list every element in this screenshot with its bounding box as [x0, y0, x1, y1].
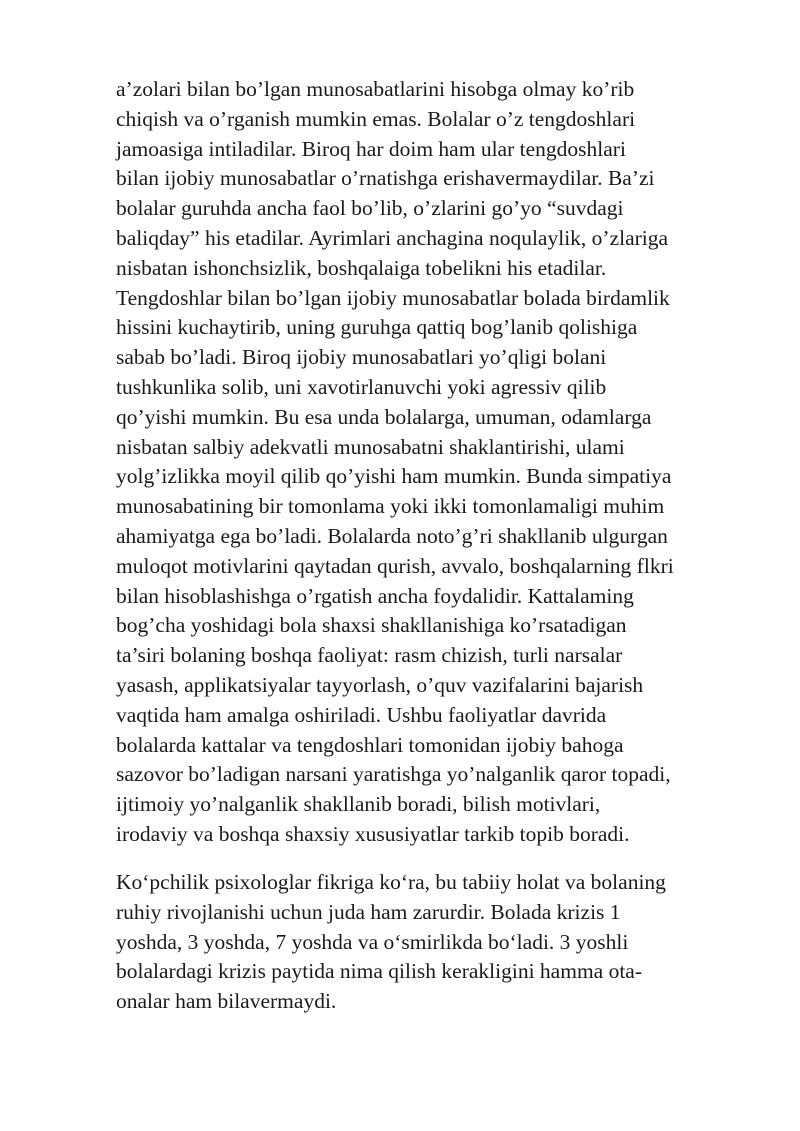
text-line: bilan hisoblashishga o’rgatish ancha foydalidir. Kattalaming [116, 583, 634, 608]
text-line: Tengdoshlar bilan bo’lgan ijobiy munosabatlar bolada birdamlik [116, 285, 670, 310]
text-line: irodaviy va boshqa shaxsiy xususiyatlar tarkib topib boradi. [116, 821, 630, 846]
text-line: yoshda, 3 yoshda, 7 yoshda va o‘smirlikda bo‘ladi. 3 yoshli [116, 929, 629, 954]
text-line: onalar ham bilavermaydi. [116, 989, 337, 1014]
text-line: hissini kuchaytirib, uning guruhga qattiq bog’lanib qolishiga [116, 315, 638, 340]
text-line: bolalardagi krizis paytida nima qilish kerakligini hamma ota- [116, 959, 643, 984]
text-line: ruhiy rivojlanishi uchun juda ham zarurdir. Bolada krizis 1 [116, 899, 621, 924]
text-line: yolg’izlikka moyil qilib qo’yishi ham mumkin. Bunda simpatiya [116, 464, 672, 489]
text-line: yasash, applikatsiyalar tayyorlash, o’quv vazifalarini bajarish [116, 672, 644, 697]
text-line: jamoasiga intiladilar. Biroq har doim ham ular tengdoshlari [116, 136, 626, 161]
text-line: tushkunlika solib, uni xavotirlanuvchi yoki agressiv qilib [116, 374, 607, 399]
text-line: bilan ijobiy munosabatlar o’rnatishga erishavermaydilar. Ba’zi [116, 166, 655, 191]
text-line: munosabatining bir tomonlama yoki ikki tomonlamaligi muhim [116, 494, 665, 519]
text-line: bolalar guruhda ancha faol bo’lib, o’zlarini go’yo “suvdagi [116, 196, 624, 221]
text-line: bog’cha yoshidagi bola shaxsi shakllanishiga ko’rsatadigan [116, 613, 627, 638]
text-line: Ko‘pchilik psixologlar fikriga ko‘ra, bu tabiiy holat va bolaning [116, 870, 666, 894]
text-line: ta’siri bolaning boshqa faoliyat: rasm chizish, turli narsalar [116, 643, 623, 668]
text-line: ijtimoiy yo’nalganlik shakllanib boradi, bilish motivlari, [116, 792, 601, 817]
text-line: nisbatan salbiy adekvatli munosabatni shaklantirishi, ulami [116, 434, 625, 459]
text-line: chiqish va o’rganish mumkin emas. Bolalar o’z tengdoshlari [116, 106, 636, 131]
text-line: nisbatan ishonchsizlik, boshqalaiga tobelikni his etadilar. [116, 255, 607, 280]
paragraph-1 [116, 75, 756, 850]
text-line: qo’yishi mumkin. Bu esa unda bolalarga, umuman, odamlarga [116, 404, 652, 429]
text-line: sabab bo’ladi. Biroq ijobiy munosabatlari yo’qligi bolani [116, 345, 607, 370]
paragraph-2 [116, 868, 756, 1017]
text-line: ahamiyatga ega bo’ladi. Bolalarda noto’g’ri shakllanib ulgurgan [116, 523, 668, 548]
text-line: vaqtida ham amalga oshiriladi. Ushbu faoliyatlar davrida [116, 702, 607, 727]
text-line: sazovor bo’ladigan narsani yaratishga yo’nalganlik qaror topadi, [116, 762, 671, 787]
text-line: baliqday” his etadilar. Ayrimlari anchagina noqulaylik, o’zlariga [116, 225, 669, 250]
text-line: muloqot motivlarini qaytadan qurish, avvalo, boshqalarning flkri [116, 553, 674, 578]
text-line: bolalarda kattalar va tengdoshlari tomonidan ijobiy bahoga [116, 732, 624, 757]
text-line: a’zolari bilan bo’lgan munosabatlarini hisobga olmay ko’rib [116, 77, 635, 101]
